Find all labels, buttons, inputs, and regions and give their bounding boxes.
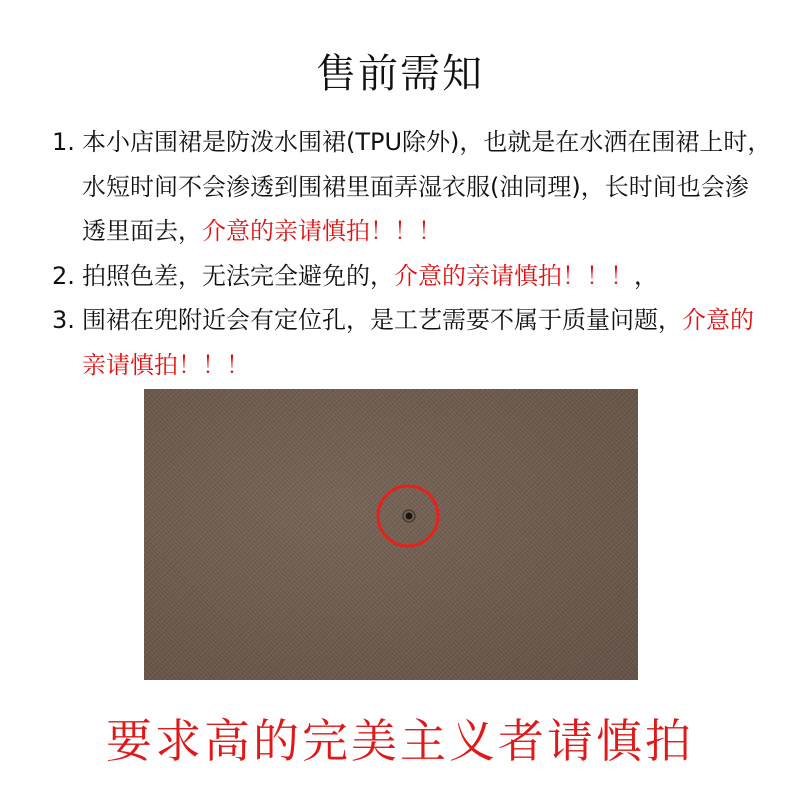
fabric-photo <box>144 389 638 680</box>
notice-body <box>82 120 772 254</box>
notice-body <box>82 254 772 299</box>
warning-text: 介意的亲请慎拍！！！ <box>202 217 442 245</box>
positioning-hole <box>406 513 413 520</box>
notice-number: 1. <box>52 128 75 156</box>
notice-number: 2. <box>52 261 75 290</box>
warning-text: 介意的亲请慎拍！！！ <box>82 306 754 379</box>
notice-number: 3. <box>52 306 75 334</box>
warning-text: 介意的亲请慎拍！！！ <box>394 261 634 290</box>
bottom-warning-banner: 要求高的完美主义者请慎拍 <box>106 714 694 768</box>
notice-item-2 <box>52 254 772 299</box>
notice-suffix: ， <box>634 261 658 290</box>
notice-text: 拍照色差，无法完全避免的， <box>82 261 394 290</box>
notice-item-3 <box>52 298 772 387</box>
notice-text: 围裙在兜附近会有定位孔，是工艺需要不属于质量问题， <box>82 306 682 334</box>
notice-list <box>52 120 772 387</box>
page-title: 售前需知 <box>316 51 484 97</box>
fabric-photo-overlay <box>144 389 638 680</box>
notice-body <box>82 298 772 387</box>
notice-item-1 <box>52 120 772 254</box>
notice-text: 本小店围裙是防泼水围裙(TPU除外)，也就是在水洒在围裙上时，水短时间不会渗透到围裙里面弄湿衣服(油同理)，长时间也会渗透里面去， <box>82 128 772 245</box>
